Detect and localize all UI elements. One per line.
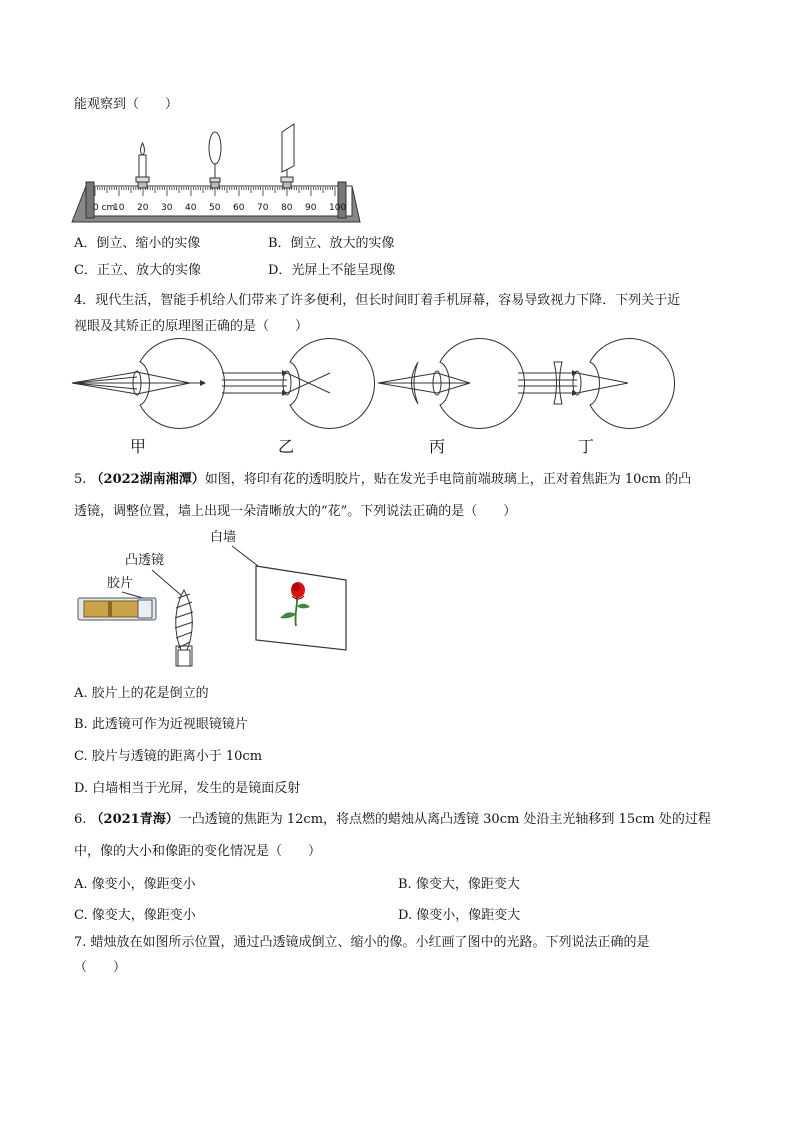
q3-option-b[interactable]: B．倒立、放大的实像 <box>268 236 395 251</box>
ruler-tick-label: 10 <box>113 203 125 213</box>
caption-ding: 丁 <box>578 437 595 456</box>
q6-stem-text: 一凸透镜的焦距为 12cm，将点燃的蜡烛从离凸透镜 30cm 处沿主光轴移到 15cm 处的过程 <box>178 812 711 827</box>
q4-stem-line2: 视眼及其矫正的原理图正确的是（ ） <box>74 319 309 334</box>
label-convex-lens: 凸透镜 <box>125 553 165 568</box>
ruler-tick-label: 0 cm <box>93 203 116 213</box>
ruler-tick-label: 70 <box>257 203 269 213</box>
label-film: 胶片 <box>107 576 134 591</box>
q6-stem-line1 <box>74 811 711 829</box>
caption-yi: 乙 <box>278 437 295 456</box>
q6-option-b[interactable]: B. 像变大，像距变大 <box>398 877 520 892</box>
q3-option-a[interactable]: A．倒立、缩小的实像 <box>74 236 201 251</box>
ruler-tick-label: 30 <box>161 203 173 213</box>
q6-option-c[interactable]: C. 像变大，像距变小 <box>74 908 196 923</box>
q6-option-a[interactable]: A. 像变小，像距变小 <box>74 877 196 892</box>
ruler-tick-label: 40 <box>185 203 197 213</box>
q5-stem-text: 如图，将印有花的透明胶片，贴在发光手电筒前端玻璃上，正对着焦距为 10cm 的凸 <box>204 472 692 487</box>
q5-option-b[interactable]: B. 此透镜可作为近视眼镜镜片 <box>74 717 248 732</box>
caption-bing: 丙 <box>429 437 446 456</box>
q3-option-d[interactable]: D．光屏上不能呈现像 <box>268 263 396 278</box>
white-wall <box>256 566 346 650</box>
q5-number: 5. <box>74 472 87 487</box>
q6-stem-line2: 中，像的大小和像距的变化情况是（ ） <box>74 844 322 859</box>
ruler-tick-label: 100 <box>329 203 347 213</box>
caption-jia: 甲 <box>130 437 147 456</box>
q7-stem-line2: （ ） <box>74 960 127 975</box>
label-white-wall: 白墙 <box>210 530 237 545</box>
q7-stem-line1: 7. 蜡烛放在如图所示位置，通过凸透镜成倒立、缩小的像。小红画了图中的光路。下列说法正确的是 <box>74 935 650 950</box>
q5-option-a[interactable]: A. 胶片上的花是倒立的 <box>74 686 209 701</box>
ruler-tick-label: 90 <box>305 203 317 213</box>
q5-stem-line2: 透镜，调整位置，墙上出现一朵清晰放大的“花”。下列说法正确的是（ ） <box>74 504 517 519</box>
flashlight <box>78 598 156 620</box>
q4-stem-line1: 4．现代生活，智能手机给人们带来了许多便利，但长时间盯着手机屏幕，容易导致视力下降．下列关于近 <box>74 293 681 308</box>
ruler-tick-label: 60 <box>233 203 245 213</box>
q5-option-c[interactable]: C. 胶片与透镜的距离小于 10cm <box>74 749 263 764</box>
q3-option-c[interactable]: C．正立、放大的实像 <box>74 263 201 278</box>
q3-stem-tail: 能观察到（ ） <box>74 97 179 112</box>
q6-number: 6. <box>74 812 87 827</box>
convex-lens-stand <box>175 590 193 666</box>
ruler-tick-label: 80 <box>281 203 293 213</box>
q6-option-d[interactable]: D. 像变小，像距变大 <box>398 908 521 923</box>
q5-option-d[interactable]: D. 白墙相当于光屏，发生的是镜面反射 <box>74 781 301 796</box>
q5-source: （2022湖南湘潭） <box>90 472 205 487</box>
ruler-tick-label: 20 <box>137 203 149 213</box>
ruler-tick-label: 50 <box>209 203 221 213</box>
q6-source: （2021青海） <box>90 812 179 827</box>
